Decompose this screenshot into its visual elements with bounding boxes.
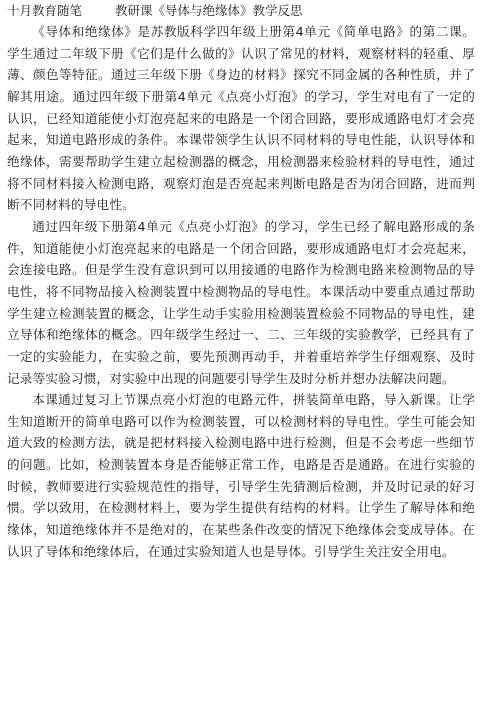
paragraph-3: 本课通过复习上节课点亮小灯泡的电路元件，拼装简单电路，导入新课。让学生知道断开的简单电路可以作为检测装置，可以检测材料的导电性。学生可能会知道大致的检测方法，就是把材料接入检测电路中进行检测，但是不会考虑一些细节的问题。比如，检测装置本身是否能够正常工作，电路是否是通路。在进行实验的时候，教师要进行实验规范性的指导，引导学生先猜测后检测，并及时记录的好习惯。学以致用，在检测材料上，要为学生提供有结构的材料。让学生了解导体和绝缘体，知道绝缘体并不是绝对的，在某些条件改变的情况下绝缘体会变成导体。在认识了导体和绝缘体后，在通过实验知道人也是导体。引导学生关注安全用电。 — [7, 392, 475, 559]
document-body — [7, 21, 475, 562]
document-header — [7, 2, 475, 20]
document-title: 教研课《导体与绝缘体》教学反思 — [115, 3, 303, 18]
column-label: 十月教育随笔 — [7, 3, 83, 18]
paragraph-1: 《导体和绝缘体》是苏教版科学四年级上册第4单元《简单电路》的第二课。学生通过二年级下册《它们是什么做的》认识了常见的材料，观察材料的轻重、厚薄、颜色等特征。通过三年级下册《身边的材料》探究不同金属的各种性质，并了解其用途。通过四年级下册第4单元《点亮小灯泡》的学习，学生对电有了一定的认识，已经知道能使小灯泡亮起来的电路是一个闭合回路，要形成通路电灯才会亮起来，知道电路形成的条件。本课带领学生认识不同材料的导电性能，认识导体和绝缘体，需要帮助学生建立起检测器的概念，用检测器来检验材料的导电性，通过将不同材料接入检测电路，观察灯泡是否亮起来判断电路是否为闭合回路，进而判断不同材料的导电性。 — [7, 24, 475, 213]
paragraph-2: 通过四年级下册第4单元《点亮小灯泡》的学习，学生已经了解电路形成的条件，知道能使小灯泡亮起来的电路是一个闭合回路，要形成通路电灯才会亮起来，会连接电路。但是学生没有意识到可以用接通的电路作为检测电路来检测物品的导电性，将不同物品接入检测装置中检测物品的导电性。本课活动中要重点通过帮助学生建立检测装置的概念，让学生动手实验用检测装置检验不同物品的导电性，建立导体和绝缘体的概念。四年级学生经过一、二、三年级的实验教学，已经具有了一定的实验能力，在实验之前，要先预测再动手，并着重培养学生仔细观察、及时记录等实验习惯，对实验中出现的问题要引导学生及时分析并想办法解决问题。 — [7, 218, 475, 386]
